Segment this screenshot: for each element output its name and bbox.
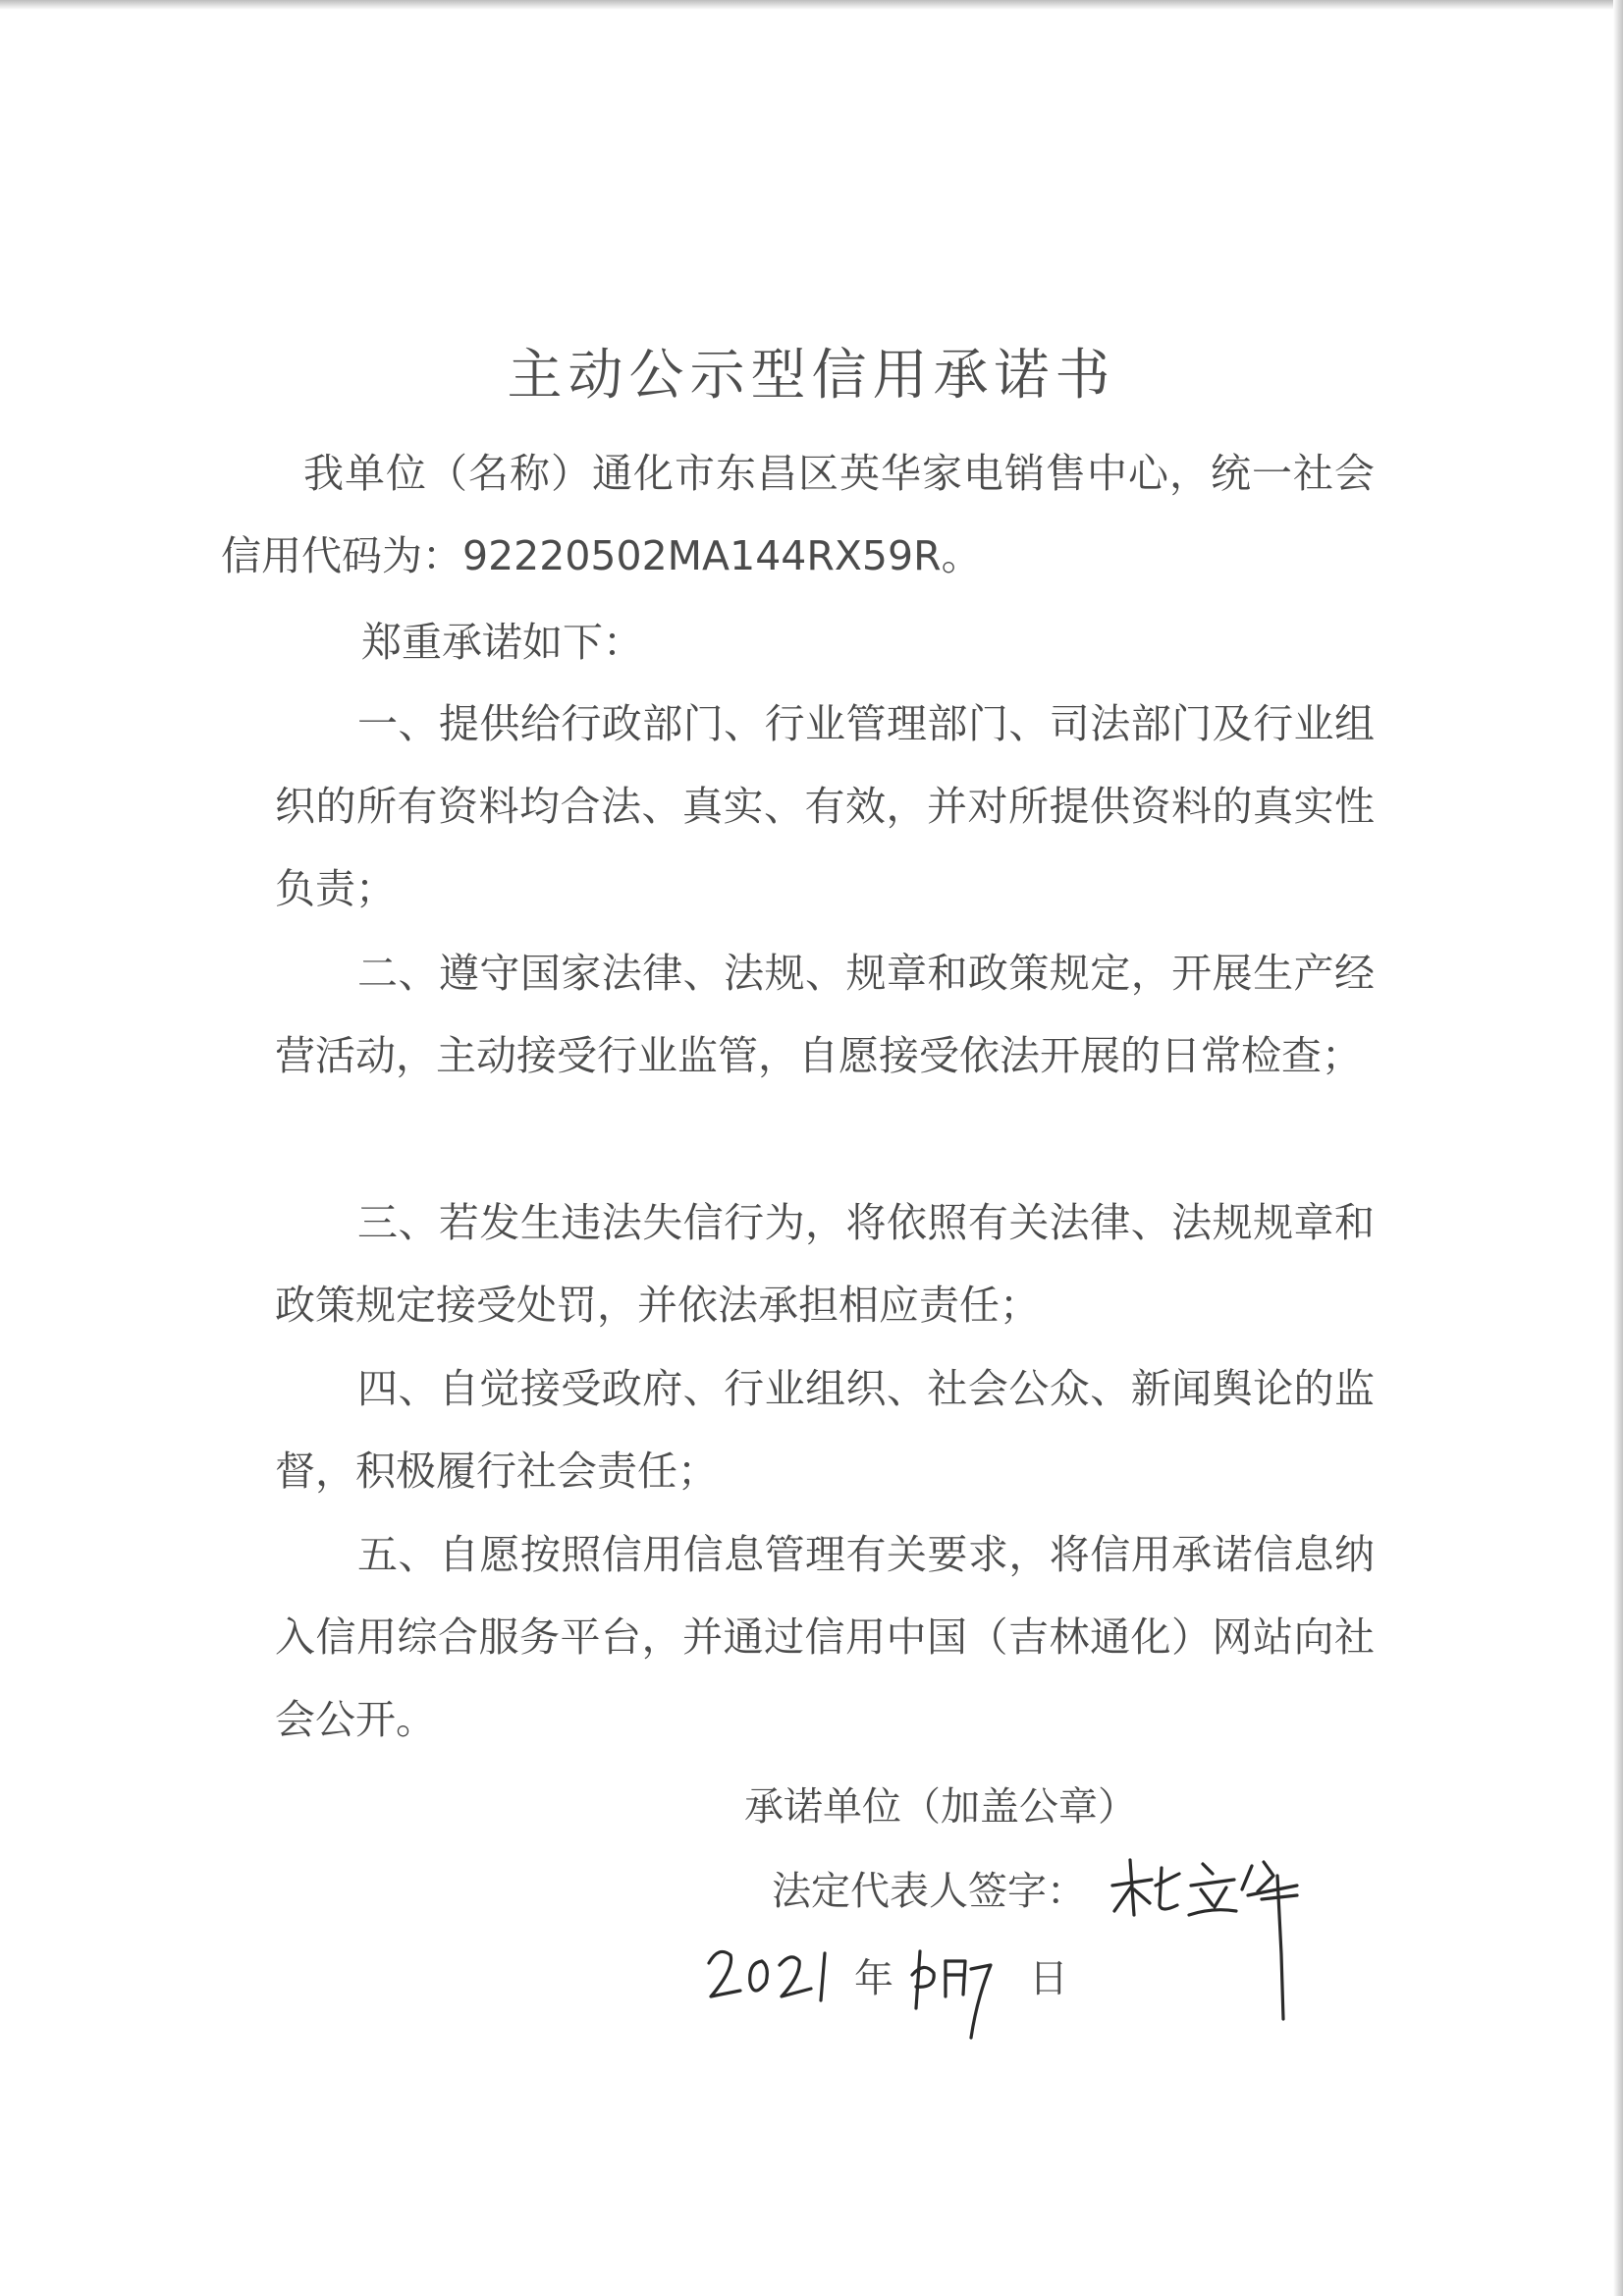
commitment-heading: 郑重承诺如下：	[361, 619, 643, 666]
date-year-char: 年	[854, 1956, 893, 2001]
handwritten-year	[705, 1940, 842, 2018]
scan-edge-top	[0, 0, 1623, 10]
intro-paragraph: 我单位（名称）通化市东昌区英华家电销售中心，统一社会信用代码为：92220502MA144RX59R。	[221, 450, 1375, 579]
page-title: 主动公示型信用承诺书	[507, 344, 1116, 408]
commitment-item-2: 二、遵守国家法律、法规、规章和政策规定，开展生产经营活动，主动接受行业监管，自愿接受依法开展的日常检查；	[275, 950, 1375, 1079]
date-day-char: 日	[1029, 1956, 1068, 2001]
commitment-item-1: 一、提供给行政部门、行业管理部门、司法部门及行业组织的所有资料均合法、真实、有效，并对所提供资料的真实性负责；	[275, 700, 1375, 912]
commitment-item-4: 四、自觉接受政府、行业组织、社会公众、新闻舆论的监督，积极履行社会责任；	[275, 1365, 1375, 1495]
handwritten-signature	[1105, 1846, 1321, 2023]
legal-rep-signature-label: 法定代表人签字：	[772, 1869, 1086, 1914]
committing-unit-label: 承诺单位（加盖公章）	[744, 1784, 1137, 1830]
commitment-item-5: 五、自愿按照信用信息管理有关要求，将信用承诺信息纳入信用综合服务平台，并通过信用中国（吉林通化）网站向社会公开。	[275, 1531, 1375, 1743]
commitment-item-3: 三、若发生违法失信行为，将依照有关法律、法规规章和政策规定接受处罚，并依法承担相应责任；	[275, 1199, 1375, 1329]
handwritten-month-day	[906, 1940, 995, 2048]
signature-date	[705, 1940, 1098, 2048]
